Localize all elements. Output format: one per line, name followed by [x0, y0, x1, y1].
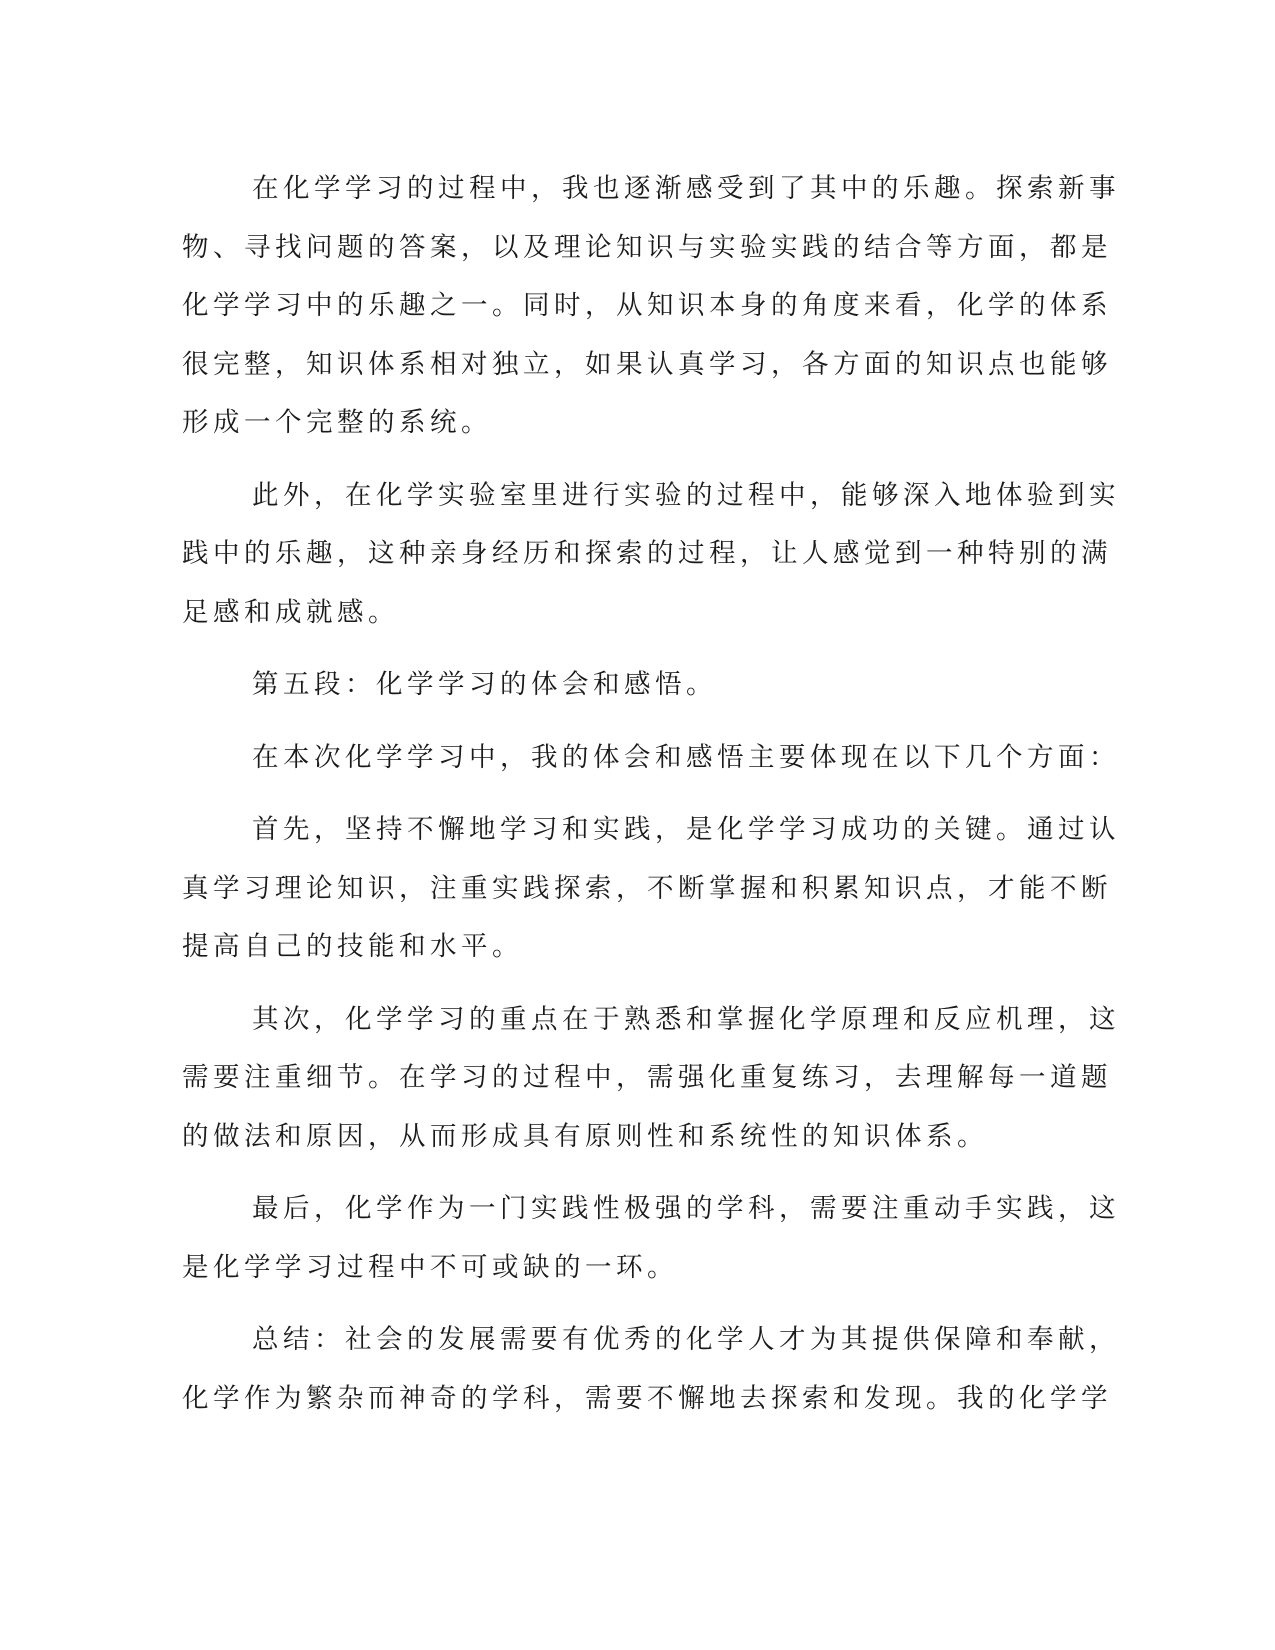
text-line: 首先，坚持不懈地学习和实践，是化学学习成功的关键。通过认	[252, 814, 1120, 845]
text-line: 真学习理论知识，注重实践探索，不断掌握和积累知识点，才能不断	[182, 872, 1112, 904]
text-line: 总结：社会的发展需要有优秀的化学人才为其提供保障和奉献，	[252, 1324, 1120, 1355]
paragraph-gap	[182, 1166, 1062, 1180]
text-line: 其次，化学学习的重点在于熟悉和掌握化学原理和反应机理，这	[252, 1003, 1120, 1035]
paragraph-first-point	[182, 801, 1120, 977]
text-line: 践中的乐趣，这种亲身经历和探索的过程，让人感觉到一种特别的满	[182, 538, 1112, 569]
text-line: 形成一个完整的系统。	[182, 407, 492, 438]
text-line: 的做法和原因，从而形成具有原则性和系统性的知识体系。	[182, 1120, 988, 1152]
document-body	[182, 160, 1120, 1428]
paragraph-gap	[182, 1297, 1062, 1311]
text-line: 化学学习中的乐趣之一。同时，从知识本身的角度来看，化学的体系	[182, 290, 1112, 321]
text-line: 在本次化学学习中，我的体会和感悟主要体现在以下几个方面：	[252, 741, 1120, 773]
paragraph-gap	[182, 715, 1062, 729]
text-line: 是化学学习过程中不可或缺的一环。	[182, 1251, 678, 1283]
text-line: 化学作为繁杂而神奇的学科，需要不懈地去探索和发现。我的化学学	[182, 1382, 1112, 1414]
paragraph-second-point	[182, 991, 1120, 1167]
text-line: 足感和成就感。	[182, 596, 399, 628]
text-line: 很完整，知识体系相对独立，如果认真学习，各方面的知识点也能够	[182, 348, 1112, 380]
paragraph-summary	[182, 1311, 1120, 1428]
paragraph-last-point	[182, 1180, 1120, 1297]
text-line: 需要注重细节。在学习的过程中，需强化重复练习，去理解每一道题	[182, 1062, 1112, 1093]
paragraph-gap	[182, 453, 1062, 467]
text-line: 在化学学习的过程中，我也逐渐感受到了其中的乐趣。探索新事	[252, 173, 1120, 204]
text-line: 提高自己的技能和水平。	[182, 931, 523, 962]
paragraph-fun-of-chemistry	[182, 160, 1120, 453]
text-line: 此外，在化学实验室里进行实验的过程中，能够深入地体验到实	[252, 479, 1120, 511]
text-line: 物、寻找问题的答案，以及理论知识与实验实践的结合等方面，都是	[182, 231, 1112, 263]
section-heading	[182, 656, 1062, 715]
paragraph-gap	[182, 977, 1062, 991]
text-line: 第五段：化学学习的体会和感悟。	[252, 669, 717, 700]
text-line: 最后，化学作为一门实践性极强的学科，需要注重动手实践，这	[252, 1193, 1120, 1224]
paragraph-gap	[182, 642, 1062, 656]
paragraph-lab-experience	[182, 467, 1120, 643]
paragraph-intro-reflections	[182, 729, 1120, 788]
paragraph-gap	[182, 787, 1062, 801]
